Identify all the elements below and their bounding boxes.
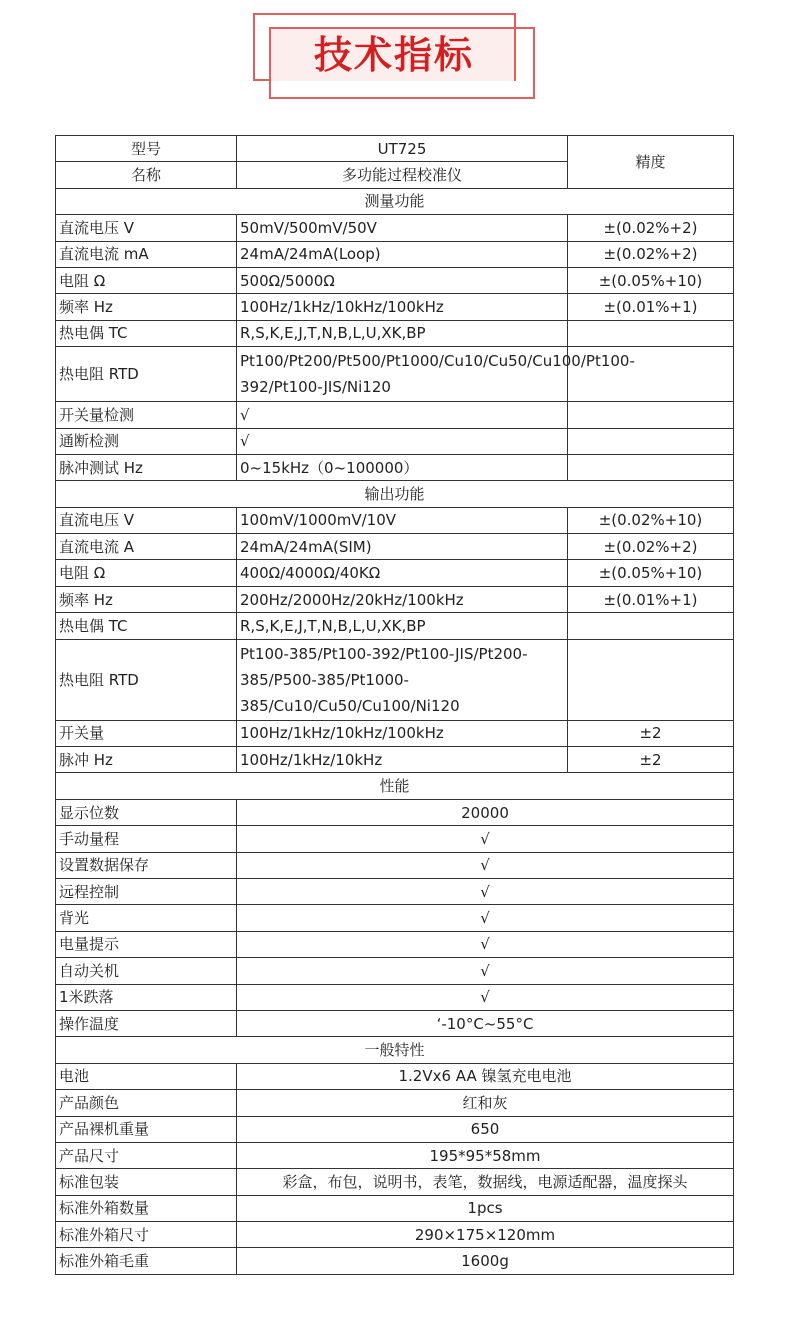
table-row	[56, 241, 734, 267]
table-row	[56, 958, 734, 984]
name-label: 名称	[56, 162, 237, 188]
row-value: √	[237, 984, 734, 1010]
row-accuracy: ±(0.02%+2)	[568, 534, 734, 560]
table-row	[56, 534, 734, 560]
table-row	[56, 1116, 734, 1142]
row-value: 195*95*58mm	[237, 1142, 734, 1168]
section-title: 一般特性	[56, 1037, 734, 1063]
row-accuracy	[568, 320, 734, 346]
row-value: √	[237, 931, 734, 957]
row-label: 脉冲测试 Hz	[56, 454, 237, 480]
table-row	[56, 1142, 734, 1168]
section-title: 测量功能	[56, 188, 734, 214]
row-accuracy: ±(0.01%+1)	[568, 294, 734, 320]
table-row	[56, 931, 734, 957]
row-accuracy	[568, 639, 734, 720]
row-accuracy: ±(0.02%+10)	[568, 507, 734, 533]
row-value: √	[237, 402, 568, 428]
section-title: 输出功能	[56, 481, 734, 507]
row-value: R,S,K,E,J,T,N,B,L,U,XK,BP	[237, 613, 568, 639]
table-row	[56, 720, 734, 746]
row-label: 开关量检测	[56, 402, 237, 428]
row-value: √	[237, 852, 734, 878]
row-label: 产品尺寸	[56, 1142, 237, 1168]
model-value: UT725	[237, 136, 568, 162]
table-row	[56, 294, 734, 320]
table-row	[56, 1195, 734, 1221]
row-value: 100Hz/1kHz/10kHz	[237, 747, 568, 773]
row-value: 400Ω/4000Ω/40KΩ	[237, 560, 568, 586]
page-title: 技术指标	[313, 33, 474, 77]
section-header-performance	[56, 773, 734, 799]
row-value: 500Ω/5000Ω	[237, 267, 568, 293]
row-value: √	[237, 428, 568, 454]
row-label: 电池	[56, 1063, 237, 1089]
row-label: 频率 Hz	[56, 586, 237, 612]
row-value: 650	[237, 1116, 734, 1142]
table-row	[56, 852, 734, 878]
table-row	[56, 507, 734, 533]
table-row	[56, 267, 734, 293]
table-row	[56, 747, 734, 773]
row-value: 100mV/1000mV/10V	[237, 507, 568, 533]
row-label: 直流电压 V	[56, 215, 237, 241]
row-label: 设置数据保存	[56, 852, 237, 878]
table-row	[56, 1090, 734, 1116]
row-label: 热电阻 RTD	[56, 639, 237, 720]
row-value: √	[237, 958, 734, 984]
row-label: 标准包装	[56, 1169, 237, 1195]
row-accuracy: ±(0.01%+1)	[568, 586, 734, 612]
row-label: 背光	[56, 905, 237, 931]
row-value: 彩盒，布包，说明书，表笔，数据线，电源适配器，温度探头	[237, 1169, 734, 1195]
table-row	[56, 428, 734, 454]
table-row	[56, 826, 734, 852]
row-accuracy: ±2	[568, 747, 734, 773]
row-label: 标准外箱尺寸	[56, 1222, 237, 1248]
row-label: 自动关机	[56, 958, 237, 984]
row-value: √	[237, 905, 734, 931]
row-label: 脉冲 Hz	[56, 747, 237, 773]
row-label: 直流电流 A	[56, 534, 237, 560]
table-row	[56, 454, 734, 480]
row-value: 50mV/500mV/50V	[237, 215, 568, 241]
row-value: 0~15kHz（0~100000）	[237, 454, 568, 480]
row-label: 热电偶 TC	[56, 320, 237, 346]
table-row	[56, 1222, 734, 1248]
table-row	[56, 347, 734, 402]
row-accuracy	[568, 613, 734, 639]
table-row	[56, 320, 734, 346]
row-label: 热电偶 TC	[56, 613, 237, 639]
row-label: 标准外箱毛重	[56, 1248, 237, 1274]
row-label: 电阻 Ω	[56, 560, 237, 586]
table-row	[56, 878, 734, 904]
table-row	[56, 586, 734, 612]
row-accuracy	[568, 454, 734, 480]
table-row	[56, 1063, 734, 1089]
row-value: 1.2Vx6 AA 镍氢充电电池	[237, 1063, 734, 1089]
row-label: 频率 Hz	[56, 294, 237, 320]
row-accuracy: ±(0.05%+10)	[568, 560, 734, 586]
row-value: Pt100/Pt200/Pt500/Pt1000/Cu10/Cu50/Cu100/Pt100-392/Pt100-JIS/Ni120	[237, 347, 568, 402]
row-label: 直流电流 mA	[56, 241, 237, 267]
section-title: 性能	[56, 773, 734, 799]
table-row	[56, 613, 734, 639]
row-value: 红和灰	[237, 1090, 734, 1116]
table-row	[56, 1248, 734, 1274]
accuracy-header: 精度	[568, 136, 734, 189]
section-header-output	[56, 481, 734, 507]
row-value: Pt100-385/Pt100-392/Pt100-JIS/Pt200-385/P500-385/Pt1000-385/Cu10/Cu50/Cu100/Ni120	[237, 639, 568, 720]
row-value: 100Hz/1kHz/10kHz/100kHz	[237, 720, 568, 746]
row-label: 1米跌落	[56, 984, 237, 1010]
row-value: 24mA/24mA(SIM)	[237, 534, 568, 560]
table-row	[56, 1169, 734, 1195]
row-accuracy	[568, 428, 734, 454]
row-value: R,S,K,E,J,T,N,B,L,U,XK,BP	[237, 320, 568, 346]
row-value: 24mA/24mA(Loop)	[237, 241, 568, 267]
row-value: 100Hz/1kHz/10kHz/100kHz	[237, 294, 568, 320]
row-accuracy: ±(0.02%+2)	[568, 215, 734, 241]
row-value: √	[237, 878, 734, 904]
spec-table	[55, 135, 734, 1275]
table-row	[56, 402, 734, 428]
row-label: 操作温度	[56, 1010, 237, 1036]
table-row	[56, 1010, 734, 1036]
table-row	[56, 984, 734, 1010]
row-accuracy: ±(0.02%+2)	[568, 241, 734, 267]
table-row	[56, 215, 734, 241]
row-value: √	[237, 826, 734, 852]
row-value: 290×175×120mm	[237, 1222, 734, 1248]
row-accuracy	[568, 402, 734, 428]
row-label: 远程控制	[56, 878, 237, 904]
row-value: 200Hz/2000Hz/20kHz/100kHz	[237, 586, 568, 612]
table-row	[56, 799, 734, 825]
row-accuracy: ±2	[568, 720, 734, 746]
table-row-model	[56, 136, 734, 162]
row-label: 标准外箱数量	[56, 1195, 237, 1221]
title-banner	[253, 13, 535, 99]
row-label: 通断检测	[56, 428, 237, 454]
section-header-measure	[56, 188, 734, 214]
row-label: 开关量	[56, 720, 237, 746]
row-accuracy: ±(0.05%+10)	[568, 267, 734, 293]
table-row	[56, 560, 734, 586]
table-row	[56, 639, 734, 720]
table-row	[56, 905, 734, 931]
section-header-general	[56, 1037, 734, 1063]
row-value: 1600g	[237, 1248, 734, 1274]
row-label: 电阻 Ω	[56, 267, 237, 293]
row-value: 1pcs	[237, 1195, 734, 1221]
row-label: 产品裸机重量	[56, 1116, 237, 1142]
row-label: 直流电压 V	[56, 507, 237, 533]
model-label: 型号	[56, 136, 237, 162]
row-label: 产品颜色	[56, 1090, 237, 1116]
row-label: 电量提示	[56, 931, 237, 957]
row-value: ‘-10°C~55°C	[237, 1010, 734, 1036]
row-label: 手动量程	[56, 826, 237, 852]
row-value: 20000	[237, 799, 734, 825]
row-label: 热电阻 RTD	[56, 347, 237, 402]
row-label: 显示位数	[56, 799, 237, 825]
name-value: 多功能过程校准仪	[237, 162, 568, 188]
